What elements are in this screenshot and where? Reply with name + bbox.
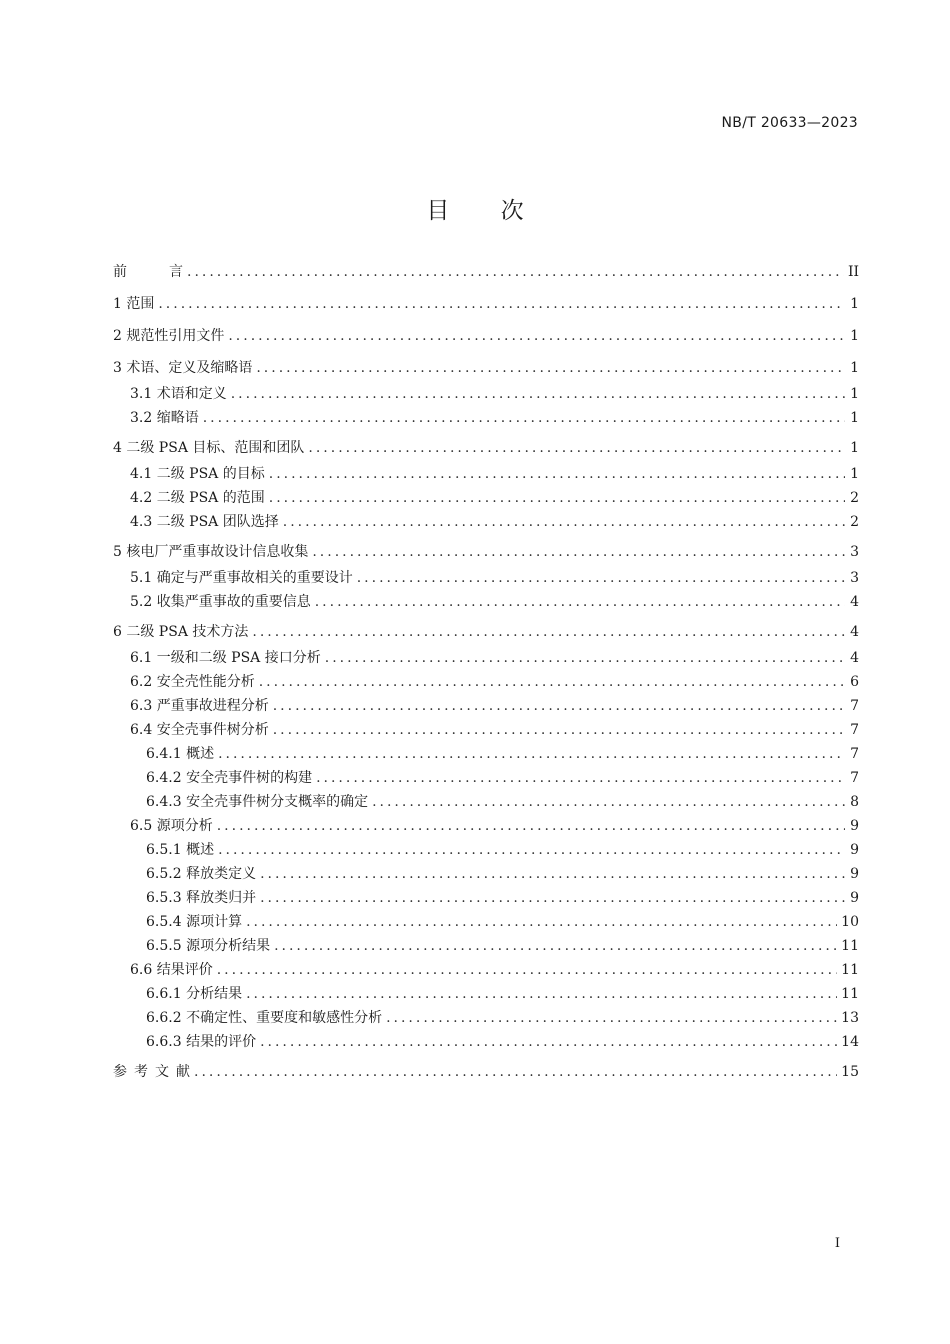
toc-entry-page: 14 — [841, 1034, 859, 1050]
toc-entry-page: 11 — [841, 938, 859, 954]
toc-entry-page: 11 — [841, 962, 859, 978]
toc-entry-label: 5.2 收集严重事故的重要信息 — [130, 594, 311, 610]
toc-entry-page: 15 — [841, 1064, 859, 1080]
toc-entry-label: 1 范围 — [113, 296, 155, 312]
toc-dot-leader — [386, 1008, 837, 1028]
toc-entry-label: 5.1 确定与严重事故相关的重要设计 — [130, 570, 353, 586]
standard-number: NB/T 20633—2023 — [721, 115, 858, 131]
toc-entry-page: 11 — [841, 986, 859, 1002]
toc-dot-leader — [252, 622, 845, 642]
toc-entry-page: 9 — [850, 866, 859, 882]
toc-entry[interactable] — [113, 568, 859, 588]
toc-entry-label: 6.6.3 结果的评价 — [146, 1034, 257, 1050]
toc-dot-leader — [372, 792, 845, 812]
toc-entry-page: 1 — [850, 440, 859, 456]
toc-dot-leader — [308, 438, 845, 458]
toc-dot-leader — [273, 720, 845, 740]
toc-dot-leader — [315, 592, 845, 612]
toc-entry[interactable] — [113, 888, 859, 908]
toc-entry-label: 3.1 术语和定义 — [130, 386, 227, 402]
toc-dot-leader — [325, 648, 845, 668]
toc-entry[interactable] — [113, 864, 859, 884]
toc-entry-label: 5 核电厂严重事故设计信息收集 — [113, 544, 309, 560]
toc-dot-leader — [312, 542, 845, 562]
toc-entry[interactable] — [113, 1032, 859, 1052]
toc-entry[interactable] — [113, 792, 859, 812]
toc-entry[interactable] — [113, 488, 859, 508]
toc-entry-label: 6.5.4 源项计算 — [146, 914, 243, 930]
toc-entry-page: 9 — [850, 818, 859, 834]
toc-dot-leader — [217, 960, 837, 980]
toc-entry[interactable] — [113, 912, 859, 932]
toc-entry-page: 13 — [841, 1010, 859, 1026]
toc-entry-label: 6.5.5 源项分析结果 — [146, 938, 271, 954]
toc-entry-page: 10 — [841, 914, 859, 930]
toc-entry-label: 6 二级 PSA 技术方法 — [113, 624, 249, 640]
toc-entry-label: 4.1 二级 PSA 的目标 — [130, 466, 265, 482]
toc-entry-page: 4 — [850, 624, 859, 640]
toc-entry[interactable] — [113, 696, 859, 716]
toc-entry[interactable] — [113, 816, 859, 836]
toc-entry[interactable] — [113, 262, 859, 282]
toc-entry-page: 3 — [850, 570, 859, 586]
toc-dot-leader — [260, 888, 845, 908]
toc-entry[interactable] — [113, 326, 859, 346]
toc-dot-leader — [283, 512, 845, 532]
toc-entry[interactable] — [113, 1008, 859, 1028]
toc-entry-label: 2 规范性引用文件 — [113, 328, 225, 344]
toc-entry-page: 7 — [850, 698, 859, 714]
toc-entry[interactable] — [113, 358, 859, 378]
toc-entry-page: 7 — [850, 722, 859, 738]
toc-entry[interactable] — [113, 464, 859, 484]
toc-entry-label: 6.4.3 安全壳事件树分支概率的确定 — [146, 794, 369, 810]
toc-entry[interactable] — [113, 622, 859, 642]
toc-entry-label: 6.6.1 分析结果 — [146, 986, 243, 1002]
toc-entry-label: 6.4 安全壳事件树分析 — [130, 722, 269, 738]
toc-entry-page: 1 — [850, 410, 859, 426]
toc-dot-leader — [273, 696, 845, 716]
toc-entry[interactable] — [113, 672, 859, 692]
toc-entry[interactable] — [113, 984, 859, 1004]
toc-dot-leader — [194, 1062, 837, 1082]
toc-entry[interactable] — [113, 744, 859, 764]
toc-entry-label: 3.2 缩略语 — [130, 410, 199, 426]
toc-entry-label: 6.6.2 不确定性、重要度和敏感性分析 — [146, 1010, 383, 1026]
toc-entry[interactable] — [113, 768, 859, 788]
toc-dot-leader — [246, 912, 837, 932]
toc-dot-leader — [259, 672, 845, 692]
toc-entry-page: 4 — [850, 594, 859, 610]
toc-entry-page: 9 — [850, 890, 859, 906]
toc-entry-page: 2 — [850, 514, 859, 530]
toc-dot-leader — [217, 816, 845, 836]
toc-entry-page: 1 — [850, 296, 859, 312]
toc-dot-leader — [269, 488, 845, 508]
toc-entry-label: 6.5 源项分析 — [130, 818, 213, 834]
toc-dot-leader — [187, 262, 844, 282]
toc-dot-leader — [158, 294, 845, 314]
toc-entry-label: 6.5.1 概述 — [146, 842, 215, 858]
toc-entry-page: 2 — [850, 490, 859, 506]
toc-entry-page: 1 — [850, 360, 859, 376]
toc-entry-label: 4.3 二级 PSA 团队选择 — [130, 514, 279, 530]
toc-entry[interactable] — [113, 960, 859, 980]
toc-entry[interactable] — [113, 648, 859, 668]
toc-dot-leader — [269, 464, 845, 484]
toc-entry[interactable] — [113, 384, 859, 404]
toc-entry[interactable] — [113, 720, 859, 740]
toc-entry-label: 前 言 — [113, 264, 183, 280]
toc-entry[interactable] — [113, 512, 859, 532]
toc-entry-label: 6.5.3 释放类归并 — [146, 890, 257, 906]
toc-entry[interactable] — [113, 1062, 859, 1082]
toc-dot-leader — [260, 1032, 837, 1052]
toc-entry-label: 6.1 一级和二级 PSA 接口分析 — [130, 650, 321, 666]
toc-entry[interactable] — [113, 840, 859, 860]
toc-dot-leader — [316, 768, 845, 788]
toc-entry-label: 4.2 二级 PSA 的范围 — [130, 490, 265, 506]
toc-entry[interactable] — [113, 438, 859, 458]
toc-entry-label: 6.4.2 安全壳事件树的构建 — [146, 770, 313, 786]
toc-dot-leader — [228, 326, 845, 346]
toc-entry-label: 6.3 严重事故进程分析 — [130, 698, 269, 714]
toc-dot-leader — [260, 864, 845, 884]
toc-dot-leader — [357, 568, 845, 588]
toc-entry[interactable] — [113, 294, 859, 314]
toc-entry-page: 4 — [850, 650, 859, 666]
toc-entry[interactable] — [113, 592, 859, 612]
toc-entry-page: 7 — [850, 746, 859, 762]
footer-page-number: I — [834, 1236, 840, 1251]
toc-entry-page: 1 — [850, 466, 859, 482]
toc-entry[interactable] — [113, 936, 859, 956]
toc-entry-page: 7 — [850, 770, 859, 786]
toc-dot-leader — [256, 358, 845, 378]
toc-dot-leader — [203, 408, 845, 428]
toc-entry-page: 1 — [850, 328, 859, 344]
toc-entry-page: 8 — [850, 794, 859, 810]
toc-dot-leader — [246, 984, 837, 1004]
toc-dot-leader — [218, 744, 845, 764]
toc-entry-label: 6.2 安全壳性能分析 — [130, 674, 255, 690]
toc-entry[interactable] — [113, 408, 859, 428]
toc-entry-page: 9 — [850, 842, 859, 858]
toc-dot-leader — [231, 384, 845, 404]
toc-dot-leader — [218, 840, 845, 860]
toc-entry[interactable] — [113, 542, 859, 562]
toc-entry-label: 参 考 文 献 — [113, 1064, 190, 1080]
toc-entry-label: 6.4.1 概述 — [146, 746, 215, 762]
page-title: 目 次 — [426, 198, 524, 224]
toc-entry-page: II — [847, 264, 859, 280]
toc-entry-label: 3 术语、定义及缩略语 — [113, 360, 253, 376]
toc-dot-leader — [274, 936, 837, 956]
toc-entry-page: 3 — [850, 544, 859, 560]
toc-entry-label: 6.5.2 释放类定义 — [146, 866, 257, 882]
toc-entry-label: 4 二级 PSA 目标、范围和团队 — [113, 440, 305, 456]
toc-entry-page: 1 — [850, 386, 859, 402]
toc-entry-page: 6 — [850, 674, 859, 690]
toc-entry-label: 6.6 结果评价 — [130, 962, 213, 978]
